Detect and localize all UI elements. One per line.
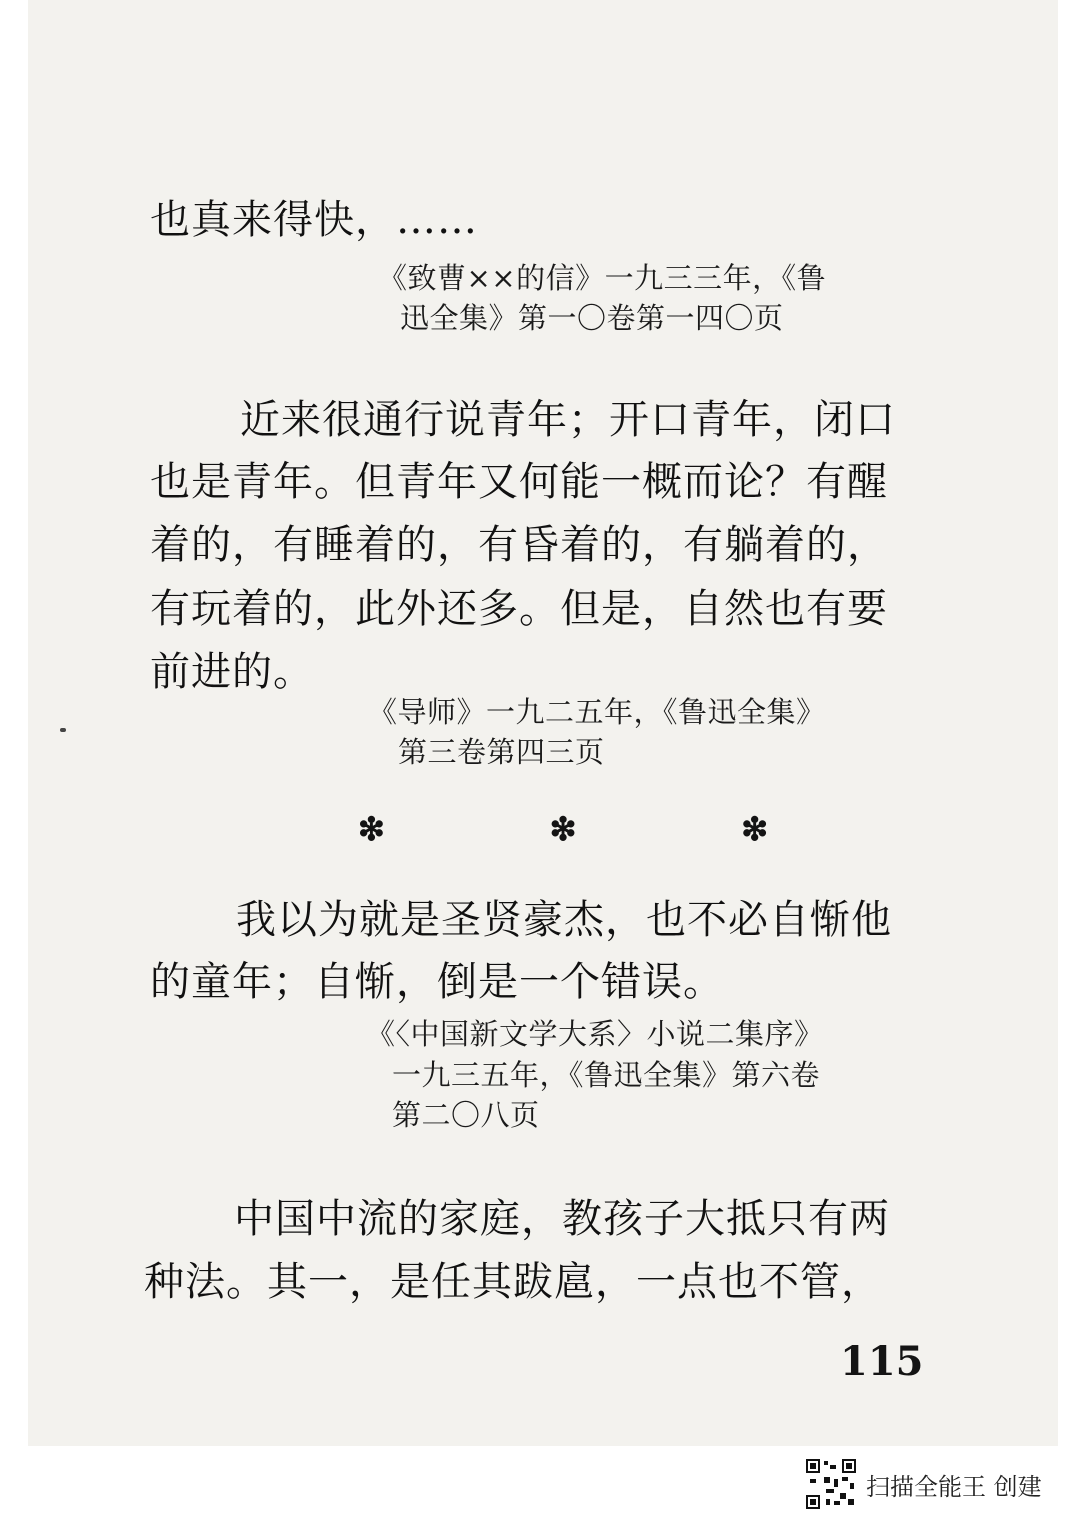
scanner-label: 扫描全能王 创建 — [866, 1472, 1042, 1501]
ink-speck — [60, 728, 66, 732]
citation-line: 第三卷第四三页 — [398, 735, 605, 769]
asterism-icon: ❇ — [741, 810, 768, 848]
body-line: 中国中流的家庭，教孩子大抵只有两 — [234, 1196, 890, 1242]
body-line: 前进的。 — [150, 649, 314, 695]
body-line: 的童年；自惭，倒是一个错误。 — [150, 959, 724, 1005]
body-line: 我以为就是圣贤豪杰，也不必自惭他 — [236, 897, 892, 943]
asterism-icon: ❇ — [549, 810, 577, 848]
body-line: 种法。其一，是任其跋扈，一点也不管， — [144, 1259, 882, 1305]
scanner-watermark — [806, 1458, 1042, 1510]
citation-line: 一九三五年，《鲁迅全集》第六卷 — [392, 1058, 821, 1092]
page-number: 115 — [840, 1338, 924, 1385]
section-separator — [358, 810, 768, 848]
body-line: 近来很通行说青年；开口青年，闭口 — [240, 397, 896, 443]
qr-code-icon — [806, 1458, 856, 1510]
citation-line: 迅全集》第一〇卷第一四〇页 — [400, 301, 784, 335]
scanned-page — [28, 0, 1058, 1446]
body-line: 也是青年。但青年又何能一概而论？有醒 — [150, 459, 888, 505]
body-line: 也真来得快，…… — [150, 197, 478, 243]
body-line: 有玩着的，此外还多。但是，自然也有要 — [150, 586, 888, 632]
citation-line: 《〈中国新文学大系〉小说二集序》 — [366, 1017, 824, 1051]
citation-line: 第二〇八页 — [392, 1098, 540, 1132]
citation-line: 《致曹××的信》一九三三年，《鲁 — [378, 261, 827, 295]
asterism-icon: ❇ — [358, 810, 385, 848]
citation-line: 《导师》一九二五年，《鲁迅全集》 — [368, 695, 826, 729]
body-line: 着的，有睡着的，有昏着的，有躺着的， — [150, 522, 888, 568]
